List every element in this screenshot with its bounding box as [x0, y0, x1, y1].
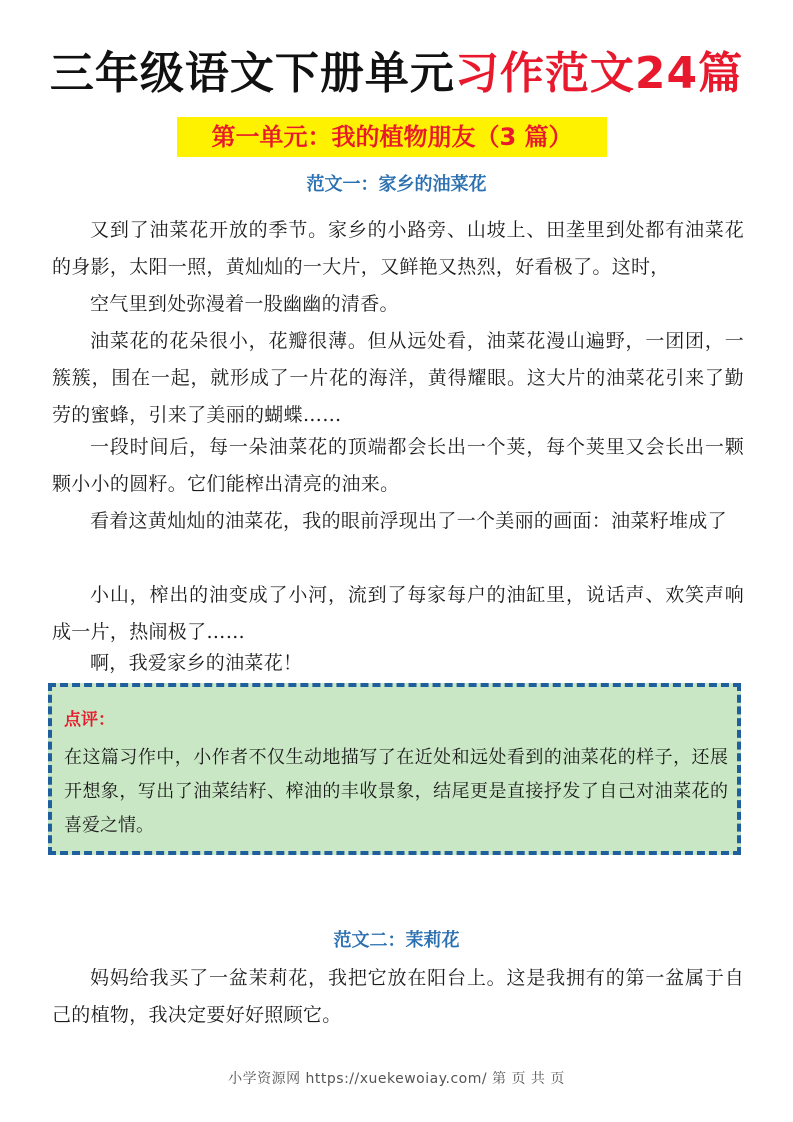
essay2-paragraph: 妈妈给我买了一盆茉莉花，我把它放在阳台上。这是我拥有的第一盆属于自己的植物，我决定要好好照顾它。: [52, 967, 744, 1026]
essay1-paragraph: 空气里到处弥漫着一股幽幽的清香。: [90, 293, 399, 315]
unit-banner: 第一单元：我的植物朋友（3 篇）: [177, 117, 607, 157]
essay1-title: 范文一：家乡的油菜花: [306, 174, 487, 195]
essay1-paragraph: 一段时间后，每一朵油菜花的顶端都会长出一个荚，每个荚里又会长出一颗颗小小的圆籽。它们能榨出清亮的油来。: [52, 436, 744, 495]
review-label: 点评：: [64, 710, 115, 730]
title-part-red: 习作范文24篇: [454, 48, 744, 99]
essay1-paragraph: 油菜花的花朵很小，花瓣很薄。但从远处看，油菜花漫山遍野，一团团，一簇簇，围在一起，就形成了一片花的海洋，黄得耀眼。这大片的油菜花引来了勤劳的蜜蜂，引来了美丽的蝴蝶……: [52, 330, 744, 426]
review-text: 在这篇习作中，小作者不仅生动地描写了在近处和远处看到的油菜花的样子，还展开想象，写出了油菜结籽、榨油的丰收景象，结尾更是直接抒发了自己对油菜花的喜爱之情。: [64, 747, 728, 836]
essay1-paragraph: 又到了油菜花开放的季节。家乡的小路旁、山坡上、田垄里到处都有油菜花的身影，太阳一照，黄灿灿的一大片，又鲜艳又热烈，好看极了。这时，: [52, 219, 744, 278]
essay1-paragraph: 小山，榨出的油变成了小河，流到了每家每户的油缸里，说话声、欢笑声响成一片，热闹极了……: [52, 584, 744, 643]
review-box: [48, 683, 741, 855]
title-part-black: 三年级语文下册单元: [49, 48, 455, 99]
essay1-paragraph: 啊，我爱家乡的油菜花！: [90, 652, 303, 674]
document-title: [0, 44, 793, 104]
essay1-paragraph: 看着这黄灿灿的油菜花，我的眼前浮现出了一个美丽的画面：油菜籽堆成了: [90, 510, 727, 532]
page-footer: 小学资源网 https://xuekewoiay.com/ 第 页 共 页: [228, 1071, 565, 1087]
essay2-title: 范文二：茉莉花: [333, 930, 460, 951]
